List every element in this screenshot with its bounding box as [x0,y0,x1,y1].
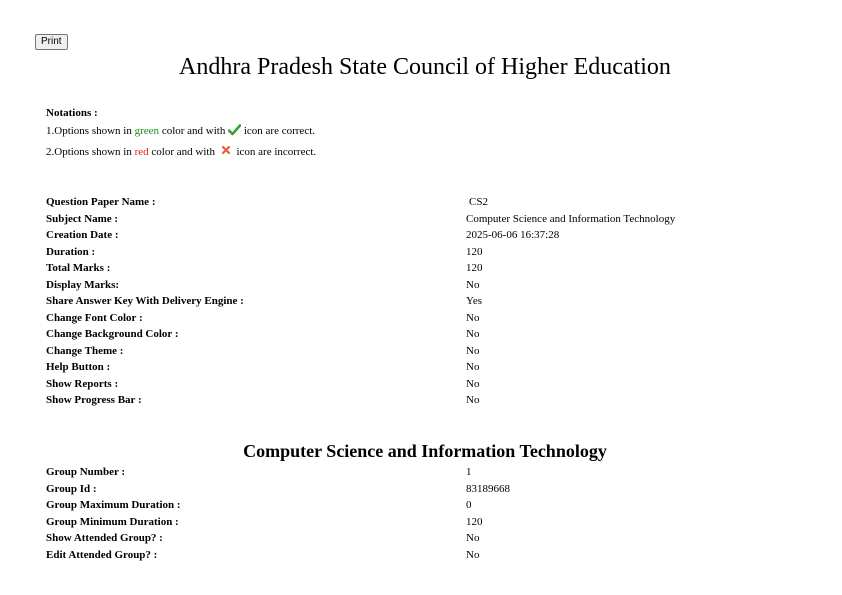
detail-value: No [466,344,480,357]
notation-text: color and with [148,146,218,158]
detail-value: Computer Science and Information Technology [466,212,676,225]
detail-row [46,227,675,244]
detail-row [46,211,675,228]
notations-heading: Notations : [46,107,98,119]
group-label: Group Number : [46,466,126,478]
detail-row [46,376,675,393]
detail-label: Share Answer Key With Delivery Engine : [46,295,244,307]
detail-label: Show Reports : [46,377,119,390]
detail-value: No [466,311,480,324]
detail-value: No [466,278,480,291]
group-label: Edit Attended Group? : [46,548,158,561]
detail-row [46,277,675,294]
detail-row [46,326,675,343]
group-value: 1 [466,466,472,478]
group-row [46,547,510,564]
notation-text: 1.Options shown in [46,125,135,137]
notation-text: icon are incorrect. [233,146,317,158]
detail-value: No [466,394,480,406]
group-value: No [466,532,480,544]
green-word: green [134,125,160,137]
detail-label: Change Font Color : [46,311,143,324]
notation-text: color and with [159,125,229,137]
detail-label: Total Marks : [46,262,111,274]
detail-row [46,244,675,261]
notations [46,104,316,161]
group-value: 0 [466,499,472,511]
print-button[interactable]: Print [35,34,68,50]
detail-row [46,343,675,360]
group-row [46,530,510,547]
group-value: No [466,548,480,561]
detail-row [46,310,675,327]
red-word: red [134,146,149,158]
group-row [46,464,510,481]
group-label: Group Minimum Duration : [46,515,179,528]
detail-row [46,293,675,310]
group-value: 120 [466,515,483,528]
detail-value: No [466,361,480,373]
detail-label: Creation Date : [46,229,119,241]
detail-value: 120 [466,245,483,258]
check-icon [228,124,241,142]
notation-correct [46,122,316,142]
detail-row [46,359,675,376]
group-value: 83189668 [466,482,510,495]
group-row [46,497,510,514]
detail-value: 2025-06-06 16:37:28 [466,229,560,241]
section-title: Computer Science and Information Technology [243,441,607,461]
detail-value: No [466,377,480,390]
page-title: Andhra Pradesh State Council of Higher Education [179,54,671,80]
notation-incorrect [46,142,316,161]
group-label: Group Id : [46,482,97,495]
detail-value: No [466,328,480,340]
detail-row [46,260,675,277]
detail-value: 120 [466,262,483,274]
detail-label: Duration : [46,245,96,258]
detail-label: Change Background Color : [46,328,179,340]
detail-label: Question Paper Name : [46,196,156,208]
group-row [46,514,510,531]
detail-row [46,392,675,409]
detail-value: CS2 [469,196,488,208]
detail-label: Show Progress Bar : [46,394,142,406]
detail-label: Help Button : [46,361,111,373]
detail-row [46,194,675,211]
group-row [46,481,510,498]
detail-label: Change Theme : [46,344,124,357]
detail-value: Yes [466,295,483,307]
notation-text: icon are correct. [241,125,316,137]
detail-label: Subject Name : [46,212,119,225]
paper-details [46,194,675,409]
cross-icon [222,142,230,160]
group-details [46,464,510,563]
detail-label: Display Marks: [46,278,120,291]
group-label: Show Attended Group? : [46,532,163,544]
notation-text: 2.Options shown in [46,146,135,158]
group-label: Group Maximum Duration : [46,499,181,511]
